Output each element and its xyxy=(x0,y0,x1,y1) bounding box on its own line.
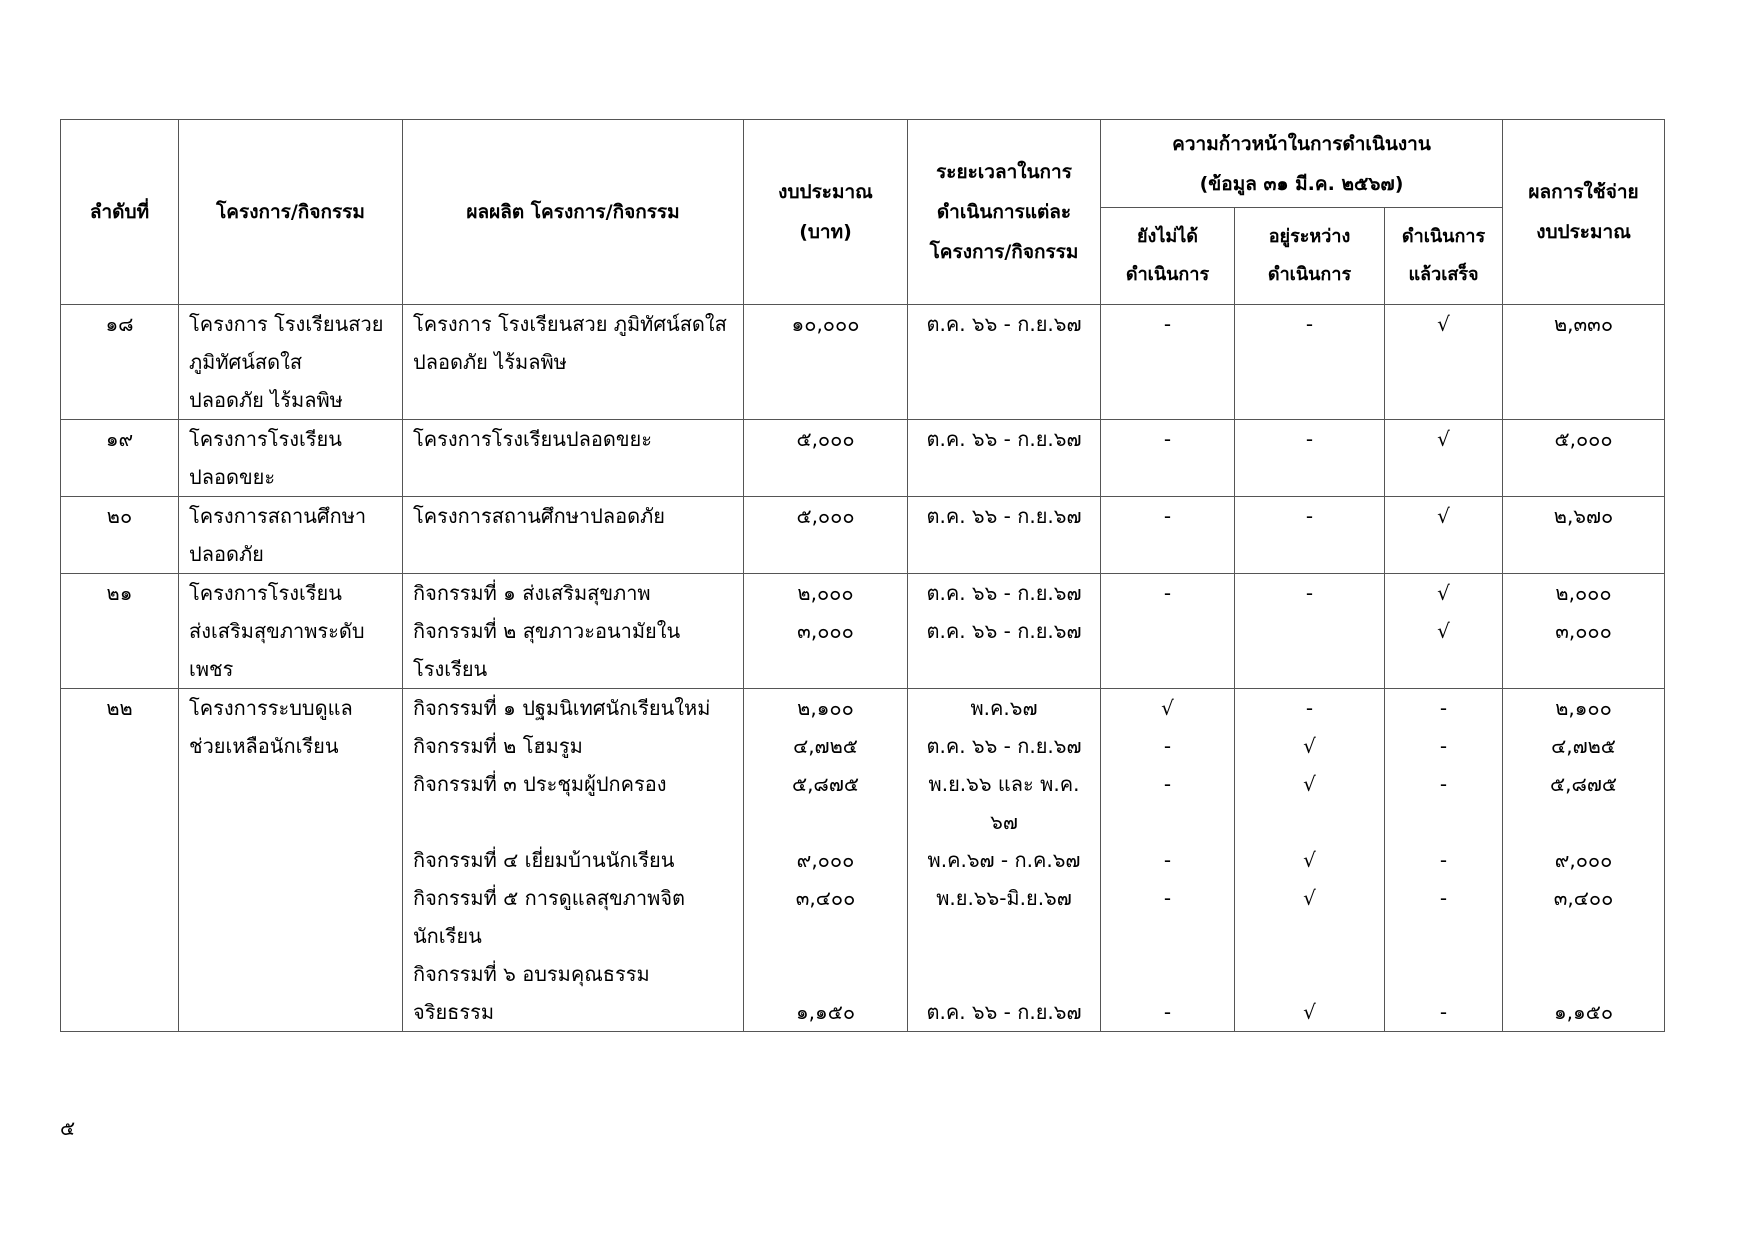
cell-completed xyxy=(1385,689,1503,1032)
cell-line: √ xyxy=(1303,1000,1316,1024)
cell-line: - xyxy=(1163,427,1172,451)
cell-output xyxy=(403,420,744,497)
cell-budget xyxy=(744,689,908,1032)
cell-line: ๒,๐๐๐ xyxy=(1555,581,1612,605)
cell-line: ๕,๘๗๕ xyxy=(1549,772,1618,796)
cell-line: ๓,๐๐๐ xyxy=(1555,619,1612,643)
cell-in-progress xyxy=(1235,689,1385,1032)
header-output: ผลผลิต โครงการ/กิจกรรม xyxy=(403,120,744,305)
cell-line: ต.ค. ๖๖ - ก.ย.๖๗ xyxy=(926,581,1082,605)
cell-line: ๒,๖๗๐ xyxy=(1553,504,1614,528)
cell-in-progress xyxy=(1235,574,1385,689)
cell-budget xyxy=(744,497,908,574)
cell-line: ๒,๓๓๐ xyxy=(1553,312,1614,336)
cell-project xyxy=(179,305,403,420)
cell-line: - xyxy=(1305,427,1314,451)
cell-line: โครงการระบบดูแล xyxy=(189,696,353,720)
cell-period xyxy=(908,420,1101,497)
cell-period xyxy=(908,574,1101,689)
table-row xyxy=(61,689,1665,1032)
cell-line xyxy=(1101,955,1234,993)
header-spent: ผลการใช้จ่าย งบประมาณ xyxy=(1503,120,1665,305)
cell-line: - xyxy=(1163,581,1172,605)
cell-line: โครงการสถานศึกษา xyxy=(189,504,367,528)
header-budget: งบประมาณ (บาท) xyxy=(744,120,908,305)
cell-line: - xyxy=(1439,886,1448,910)
cell-project xyxy=(179,497,403,574)
cell-line: ต.ค. ๖๖ - ก.ย.๖๗ xyxy=(926,1000,1082,1024)
cell-line: √ xyxy=(1303,848,1316,872)
cell-line: พ.ย.๖๖ และ พ.ค. xyxy=(928,772,1080,796)
cell-line: ส่งเสริมสุขภาพระดับ xyxy=(189,619,365,643)
cell-line: ๒,๑๐๐ xyxy=(1555,696,1612,720)
cell-line xyxy=(1235,955,1384,993)
page-number: ๕ xyxy=(60,1116,76,1140)
cell-budget xyxy=(744,420,908,497)
table-row xyxy=(61,305,1665,420)
cell-line xyxy=(1385,917,1502,955)
cell-line: ต.ค. ๖๖ - ก.ย.๖๗ xyxy=(926,619,1082,643)
cell-completed xyxy=(1385,305,1503,420)
cell-line: √ xyxy=(1303,886,1316,910)
cell-line xyxy=(744,803,907,841)
cell-line: - xyxy=(1163,312,1172,336)
cell-not-started xyxy=(1101,497,1235,574)
cell-spent xyxy=(1503,574,1665,689)
cell-project xyxy=(179,574,403,689)
cell-line: √ xyxy=(1303,734,1316,758)
cell-line: ๔,๗๒๕ xyxy=(1551,734,1616,758)
header-no: ลำดับที่ xyxy=(61,120,179,305)
cell-line: √ xyxy=(1437,427,1450,451)
cell-line: ๕,๐๐๐ xyxy=(796,427,855,451)
cell-line: √ xyxy=(1303,772,1316,796)
cell-line: ๒๑ xyxy=(106,581,133,605)
cell-line xyxy=(1503,917,1664,955)
cell-line: ๓,๐๐๐ xyxy=(797,619,854,643)
cell-line xyxy=(1503,955,1664,993)
cell-line: โครงการ โรงเรียนสวย ภูมิทัศน์สดใส xyxy=(413,312,727,336)
cell-line xyxy=(1385,803,1502,841)
cell-line: เพชร xyxy=(189,657,234,681)
cell-spent xyxy=(1503,497,1665,574)
cell-period xyxy=(908,305,1101,420)
cell-line: ๑,๑๕๐ xyxy=(1553,1000,1614,1024)
cell-not-started xyxy=(1101,574,1235,689)
cell-line: - xyxy=(1439,734,1448,758)
cell-line: - xyxy=(1305,312,1314,336)
cell-line: - xyxy=(1163,848,1172,872)
header-completed: ดำเนินการ แล้วเสร็จ xyxy=(1385,208,1503,305)
cell-line: ต.ค. ๖๖ - ก.ย.๖๗ xyxy=(926,312,1082,336)
cell-line: พ.ค.๖๗ - ก.ค.๖๗ xyxy=(927,848,1081,872)
cell-line: ๕,๐๐๐ xyxy=(796,504,855,528)
header-not-started: ยังไม่ได้ ดำเนินการ xyxy=(1101,208,1235,305)
cell-line: - xyxy=(1305,581,1314,605)
cell-line xyxy=(1235,803,1384,841)
cell-line: ๑๐,๐๐๐ xyxy=(791,312,860,336)
cell-line: กิจกรรมที่ ๓ ประชุมผู้ปกครอง xyxy=(413,772,667,796)
cell-line: กิจกรรมที่ ๒ โฮมรูม xyxy=(413,734,583,758)
cell-line: ๑๘ xyxy=(105,312,134,336)
cell-line: - xyxy=(1305,504,1314,528)
cell-line xyxy=(1503,803,1664,841)
cell-line xyxy=(1101,803,1234,841)
header-period: ระยะเวลาในการ ดำเนินการแต่ละ โครงการ/กิจกรรม xyxy=(908,120,1101,305)
cell-line xyxy=(1385,955,1502,993)
header-project: โครงการ/กิจกรรม xyxy=(179,120,403,305)
cell-line: โครงการโรงเรียน xyxy=(189,427,342,451)
cell-line xyxy=(403,803,743,841)
cell-period xyxy=(908,689,1101,1032)
cell-line: ๓,๔๐๐ xyxy=(1553,886,1614,910)
table-row xyxy=(61,420,1665,497)
cell-line: ปลอดภัย ไร้มลพิษ xyxy=(413,350,567,374)
cell-line: พ.ค.๖๗ xyxy=(970,696,1038,720)
cell-line: - xyxy=(1439,1000,1448,1024)
cell-output xyxy=(403,497,744,574)
cell-line: ปลอดขยะ xyxy=(189,465,276,489)
cell-in-progress xyxy=(1235,497,1385,574)
cell-not-started xyxy=(1101,420,1235,497)
cell-line: √ xyxy=(1437,581,1450,605)
cell-not-started xyxy=(1101,305,1235,420)
cell-line xyxy=(1101,917,1234,955)
cell-line: - xyxy=(1163,1000,1172,1024)
cell-spent xyxy=(1503,689,1665,1032)
cell-line: ๑,๑๕๐ xyxy=(795,1000,856,1024)
cell-line: พ.ย.๖๖-มิ.ย.๖๗ xyxy=(936,886,1072,910)
cell-line: ๒,๑๐๐ xyxy=(797,696,854,720)
cell-completed xyxy=(1385,497,1503,574)
progress-table xyxy=(60,119,1665,1032)
cell-line: กิจกรรมที่ ๖ อบรมคุณธรรม xyxy=(413,962,650,986)
cell-line xyxy=(1235,917,1384,955)
table-row xyxy=(61,497,1665,574)
cell-no xyxy=(61,689,179,1032)
cell-no xyxy=(61,420,179,497)
cell-line: - xyxy=(1163,734,1172,758)
cell-line: - xyxy=(1163,886,1172,910)
cell-output xyxy=(403,574,744,689)
cell-output xyxy=(403,305,744,420)
cell-line: กิจกรรมที่ ๒ สุขภาวะอนามัยใน xyxy=(413,619,681,643)
cell-not-started xyxy=(1101,689,1235,1032)
table-body xyxy=(61,305,1665,1032)
cell-spent xyxy=(1503,305,1665,420)
cell-line: ๙,๐๐๐ xyxy=(1554,848,1613,872)
cell-line: โครงการโรงเรียนปลอดขยะ xyxy=(413,427,653,451)
cell-project xyxy=(179,420,403,497)
cell-period xyxy=(908,497,1101,574)
cell-line: โครงการสถานศึกษาปลอดภัย xyxy=(413,504,666,528)
cell-line: ปลอดภัย xyxy=(189,542,264,566)
cell-line: ช่วยเหลือนักเรียน xyxy=(189,734,339,758)
cell-spent xyxy=(1503,420,1665,497)
header-in-progress: อยู่ระหว่าง ดำเนินการ xyxy=(1235,208,1385,305)
cell-budget xyxy=(744,574,908,689)
cell-budget xyxy=(744,305,908,420)
cell-line: ต.ค. ๖๖ - ก.ย.๖๗ xyxy=(926,734,1082,758)
cell-project xyxy=(179,689,403,1032)
cell-line: ๑๙ xyxy=(105,427,134,451)
cell-in-progress xyxy=(1235,305,1385,420)
cell-line: ๒๐ xyxy=(106,504,133,528)
cell-line: กิจกรรมที่ ๕ การดูแลสุขภาพจิต xyxy=(413,886,686,910)
cell-line: ๒๒ xyxy=(106,696,133,720)
cell-line: โรงเรียน xyxy=(413,657,488,681)
cell-line: ๕,๘๗๕ xyxy=(791,772,860,796)
cell-line: ๒,๐๐๐ xyxy=(797,581,854,605)
cell-output xyxy=(403,689,744,1032)
header-progress: ความก้าวหน้าในการดำเนินงาน (ข้อมูล ๓๑ มี.ค. ๒๕๖๗) xyxy=(1101,120,1503,208)
cell-line: - xyxy=(1305,696,1314,720)
cell-line: จริยธรรม xyxy=(413,1000,495,1024)
cell-line: - xyxy=(1439,848,1448,872)
cell-line: กิจกรรมที่ ๑ ส่งเสริมสุขภาพ xyxy=(413,581,651,605)
cell-line: ๓,๔๐๐ xyxy=(795,886,856,910)
cell-no xyxy=(61,305,179,420)
table-row xyxy=(61,574,1665,689)
cell-line: - xyxy=(1163,504,1172,528)
cell-completed xyxy=(1385,574,1503,689)
cell-line: กิจกรรมที่ ๑ ปฐมนิเทศนักเรียนใหม่ xyxy=(413,696,711,720)
cell-line: ต.ค. ๖๖ - ก.ย.๖๗ xyxy=(926,427,1082,451)
cell-line: ๔,๗๒๕ xyxy=(793,734,858,758)
cell-line xyxy=(744,917,907,955)
cell-line: กิจกรรมที่ ๔ เยี่ยมบ้านนักเรียน xyxy=(413,848,675,872)
cell-line: √ xyxy=(1161,696,1174,720)
cell-line: - xyxy=(1439,772,1448,796)
cell-line: √ xyxy=(1437,312,1450,336)
cell-line: โครงการโรงเรียน xyxy=(189,581,342,605)
cell-line: - xyxy=(1439,696,1448,720)
cell-line: √ xyxy=(1437,619,1450,643)
cell-line: ๖๗ xyxy=(990,810,1018,834)
cell-completed xyxy=(1385,420,1503,497)
cell-line xyxy=(744,955,907,993)
cell-line: - xyxy=(1163,772,1172,796)
cell-line xyxy=(908,917,1100,955)
cell-in-progress xyxy=(1235,420,1385,497)
cell-line: นักเรียน xyxy=(413,924,482,948)
cell-line: √ xyxy=(1437,504,1450,528)
cell-line: ๕,๐๐๐ xyxy=(1554,427,1613,451)
cell-line: ภูมิทัศน์สดใส xyxy=(189,350,303,374)
cell-line: โครงการ โรงเรียนสวย xyxy=(189,312,384,336)
cell-no xyxy=(61,497,179,574)
cell-no xyxy=(61,574,179,689)
cell-line xyxy=(908,955,1100,993)
cell-line: ต.ค. ๖๖ - ก.ย.๖๗ xyxy=(926,504,1082,528)
cell-line: ปลอดภัย ไร้มลพิษ xyxy=(189,388,343,412)
cell-line: ๙,๐๐๐ xyxy=(796,848,855,872)
